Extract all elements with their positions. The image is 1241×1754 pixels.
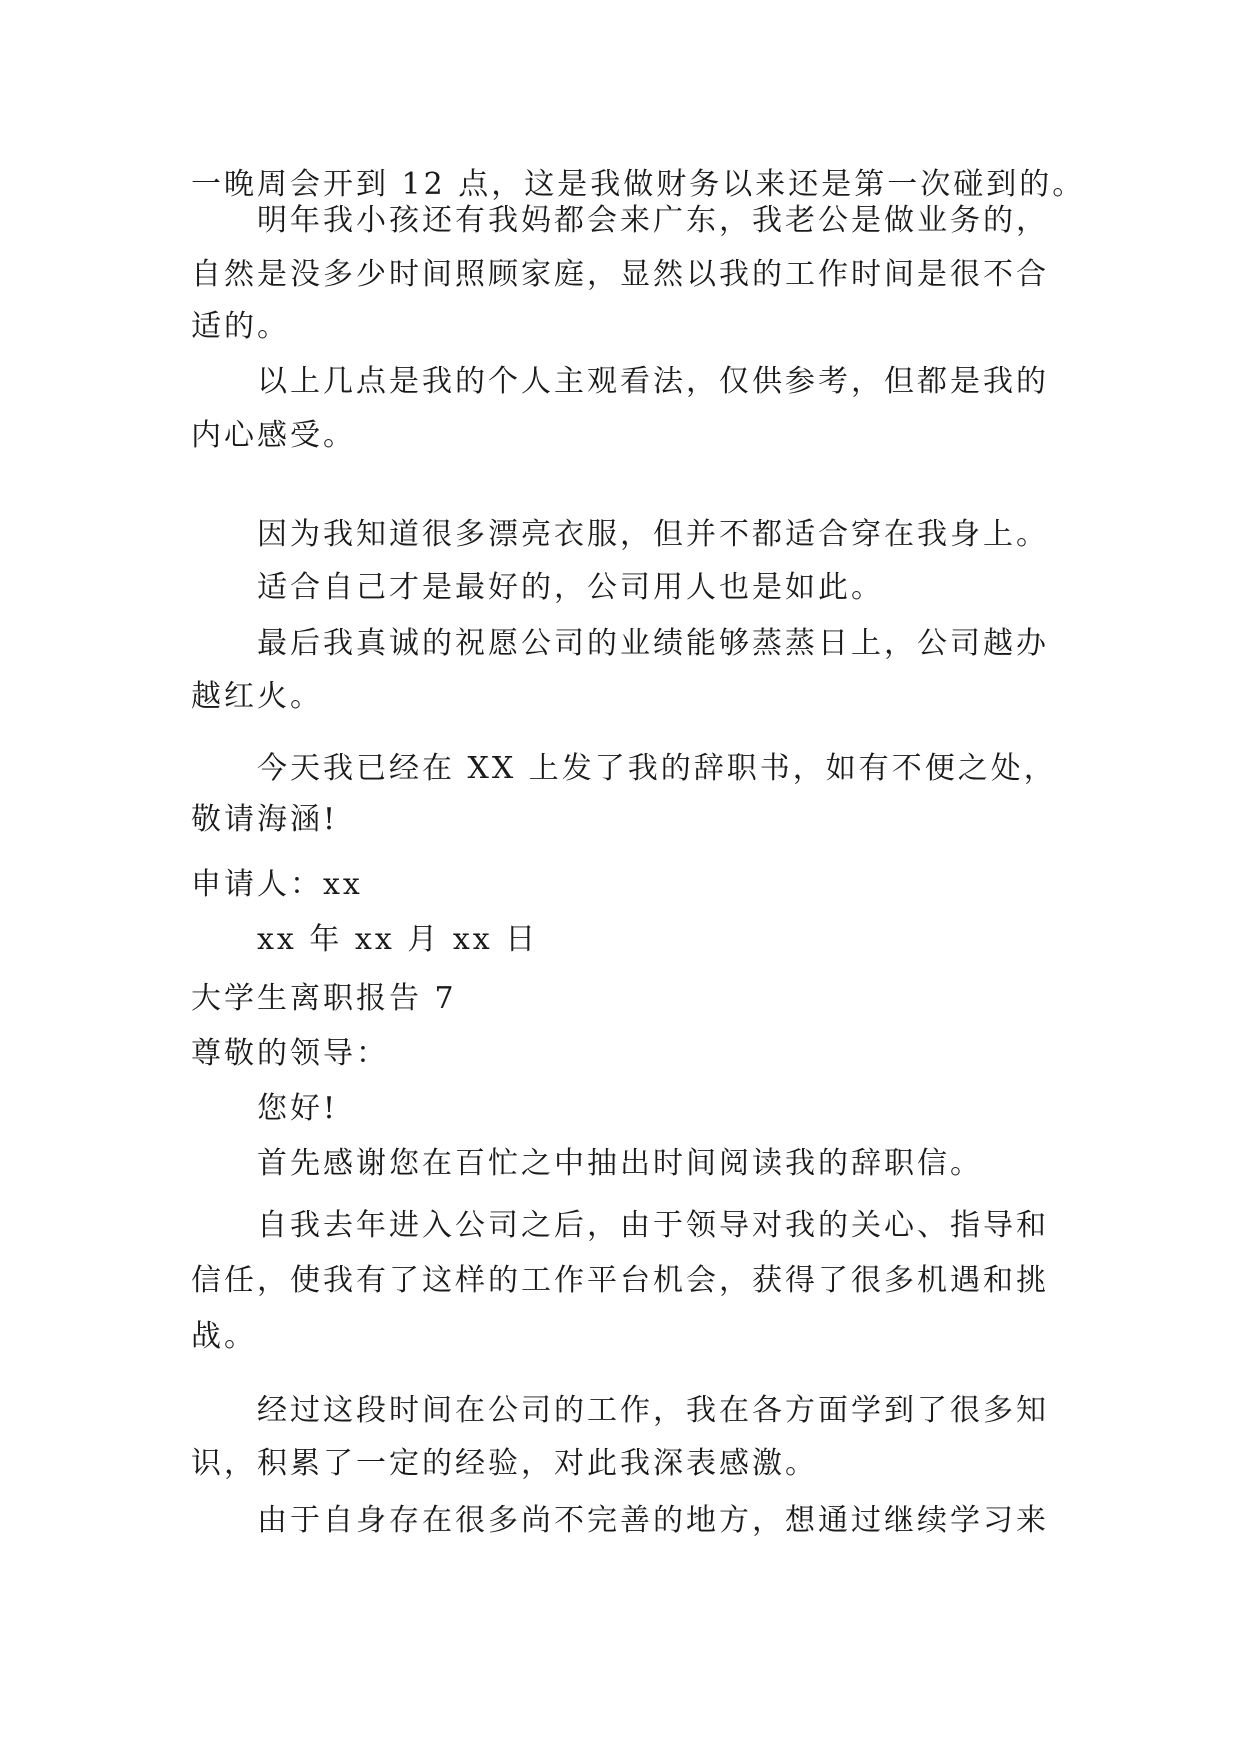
text-line: 自然是没多少时间照顾家庭，显然以我的工作时间是很不合: [191, 257, 1049, 292]
text-line: 一晚周会开到 12 点，这是我做财务以来还是第一次碰到的。: [191, 167, 1086, 202]
text-line: 越红火。: [191, 679, 323, 714]
text-line: 因为我知道很多漂亮衣服，但并不都适合穿在我身上。: [257, 517, 1049, 552]
text-line: 今天我已经在 XX 上发了我的辞职书，如有不便之处，: [257, 751, 1057, 786]
text-line: 适的。: [191, 309, 290, 344]
signature-label: 申请人：xx: [191, 867, 363, 902]
text-line: 经过这段时间在公司的工作，我在各方面学到了很多知: [257, 1393, 1049, 1428]
text-line: 识，积累了一定的经验，对此我深表感激。: [191, 1446, 818, 1481]
text-line: 内心感受。: [191, 418, 356, 453]
salutation: 尊敬的领导：: [191, 1036, 389, 1071]
text-line: 以上几点是我的个人主观看法，仅供参考，但都是我的: [257, 364, 1049, 399]
text-line: 自我去年进入公司之后，由于领导对我的关心、指导和: [257, 1208, 1049, 1243]
section-title: 大学生离职报告 7: [191, 981, 457, 1016]
text-line: 适合自己才是最好的，公司用人也是如此。: [257, 570, 884, 605]
text-line: 最后我真诚的祝愿公司的业绩能够蒸蒸日上，公司越办: [257, 626, 1049, 661]
text-line: 明年我小孩还有我妈都会来广东，我老公是做业务的，: [257, 203, 1049, 238]
signature-date: xx 年 xx 月 xx 日: [257, 922, 539, 957]
text-line: 信任，使我有了这样的工作平台机会，获得了很多机遇和挑: [191, 1263, 1049, 1298]
text-line: 由于自身存在很多尚不完善的地方，想通过继续学习来: [257, 1503, 1049, 1538]
text-line: 敬请海涵!: [191, 802, 339, 837]
text-line: 战。: [191, 1319, 257, 1354]
greeting: 您好!: [257, 1091, 339, 1126]
text-line: 首先感谢您在百忙之中抽出时间阅读我的辞职信。: [257, 1146, 983, 1181]
